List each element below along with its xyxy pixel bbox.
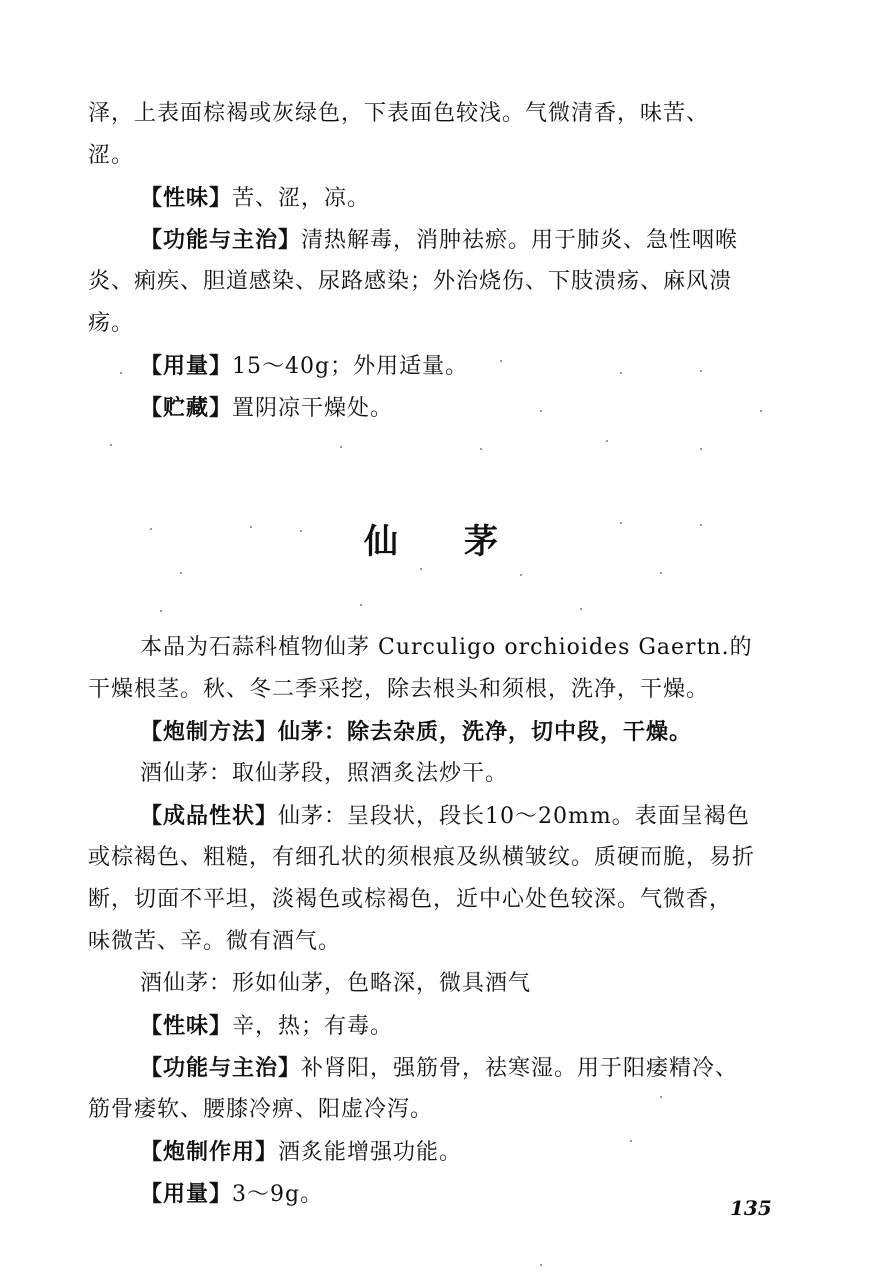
scan-speck xyxy=(500,360,502,362)
zuoyong-text: 酒炙能增强功能。 xyxy=(278,1140,463,1165)
xingzhuang-line-2: 或棕褐色、粗糙，有细孔状的须根痕及纵横皱纹。质硬而脆，易折 xyxy=(88,845,756,870)
section-title-char-2: 茅 xyxy=(464,522,498,562)
yongliang-text: 3～9g。 xyxy=(232,1182,324,1207)
scan-speck xyxy=(180,572,182,574)
page-number: 135 xyxy=(730,1196,772,1220)
paozhi xyxy=(140,714,788,751)
xingwei-label: 【性味】 xyxy=(140,1013,233,1039)
xingzhuang-line-3: 断，切面不平坦，淡褐色或棕褐色，近中心处色较深。气微香， xyxy=(88,887,733,912)
scan-speck xyxy=(700,448,702,450)
prev-gongneng-line-3: 疡。 xyxy=(88,311,135,336)
gongneng xyxy=(140,1050,788,1087)
prev-yongliang xyxy=(140,348,788,385)
scan-speck xyxy=(620,522,622,524)
xingwei xyxy=(140,1008,788,1045)
xingzhuang xyxy=(140,798,788,835)
prev-gongneng-line-2: 炎、痢疾、胆道感染、尿路感染；外治烧伤、下肢溃疡、麻风溃 xyxy=(88,269,733,294)
scan-speck xyxy=(340,446,342,448)
scan-speck xyxy=(360,604,362,606)
paozhi-text: 仙茅：除去杂质，洗净，切中段，干燥。 xyxy=(278,719,693,745)
scan-speck xyxy=(700,370,702,372)
prev-gongneng xyxy=(140,222,788,259)
prev-gongneng-text-1: 清热解毒，消肿祛瘀。用于肺炎、急性咽喉 xyxy=(301,228,739,253)
prev-zhucang-text: 置阴凉干燥处。 xyxy=(232,396,394,421)
prev-yongliang-label: 【用量】 xyxy=(140,353,233,379)
yongliang-label: 【用量】 xyxy=(140,1181,233,1207)
prev-xingwei-text: 苦、涩，凉。 xyxy=(232,186,371,211)
paozhi-label: 【炮制方法】 xyxy=(140,719,279,745)
scan-speck xyxy=(160,610,162,612)
scan-speck xyxy=(520,574,522,576)
scan-speck xyxy=(150,528,152,530)
xingzhuang-label: 【成品性状】 xyxy=(140,803,279,829)
section-title-char-1: 仙 xyxy=(364,522,398,562)
scan-speck xyxy=(540,410,542,412)
gongneng-text-1: 补肾阳，强筋骨，祛寒湿。用于阳痿精冷、 xyxy=(301,1056,739,1081)
scan-speck xyxy=(110,444,112,446)
xingzhuang-text-1: 仙茅：呈段状，段长10～20mm。表面呈褐色 xyxy=(278,804,750,829)
scan-speck xyxy=(540,1264,542,1266)
scan-speck xyxy=(660,1096,662,1098)
scan-speck xyxy=(620,372,622,374)
prev-zhucang-label: 【贮藏】 xyxy=(140,395,233,421)
scan-speck xyxy=(700,524,702,526)
prev-gongneng-label: 【功能与主治】 xyxy=(140,227,302,253)
scan-speck xyxy=(660,572,662,574)
gongneng-label: 【功能与主治】 xyxy=(140,1055,302,1081)
gongneng-line-2: 筋骨痿软、腰膝冷痹、阳虚冷泻。 xyxy=(88,1097,434,1122)
scan-speck xyxy=(250,526,252,528)
scan-speck xyxy=(480,448,482,450)
scan-speck xyxy=(606,440,608,442)
zuoyong-label: 【炮制作用】 xyxy=(140,1139,279,1165)
scan-speck xyxy=(630,1140,632,1142)
prev-yongliang-text: 15～40g；外用适量。 xyxy=(232,354,469,379)
scan-speck xyxy=(300,530,302,532)
prev-description-line-1: 泽，上表面棕褐或灰绿色，下表面色较浅。气微清香，味苦、 xyxy=(88,101,710,126)
scan-speck xyxy=(120,372,122,374)
scan-speck xyxy=(580,608,582,610)
prev-xingwei xyxy=(140,180,788,217)
scan-speck xyxy=(420,568,422,570)
yongliang xyxy=(140,1176,788,1213)
paozhi-line-2: 酒仙茅：取仙茅段，照酒炙法炒干。 xyxy=(140,761,509,786)
intro-line-2: 干燥根茎。秋、冬二季采挖，除去根头和须根，洗净，干燥。 xyxy=(88,677,710,702)
section-title xyxy=(364,514,498,563)
prev-zhucang xyxy=(140,390,788,427)
prev-xingwei-label: 【性味】 xyxy=(140,185,233,211)
prev-description-line-2: 涩。 xyxy=(88,143,135,168)
zuoyong xyxy=(140,1134,788,1171)
intro-line-1: 本品为石蒜科植物仙茅 Curculigo orchioides Gaertn.的 xyxy=(140,635,753,660)
scan-speck xyxy=(760,410,762,412)
xingzhuang-line-4: 味微苦、辛。微有酒气。 xyxy=(88,929,342,954)
xingzhuang-line-5: 酒仙茅：形如仙茅，色略深，微具酒气 xyxy=(140,971,532,996)
xingwei-text: 辛，热；有毒。 xyxy=(232,1014,394,1039)
